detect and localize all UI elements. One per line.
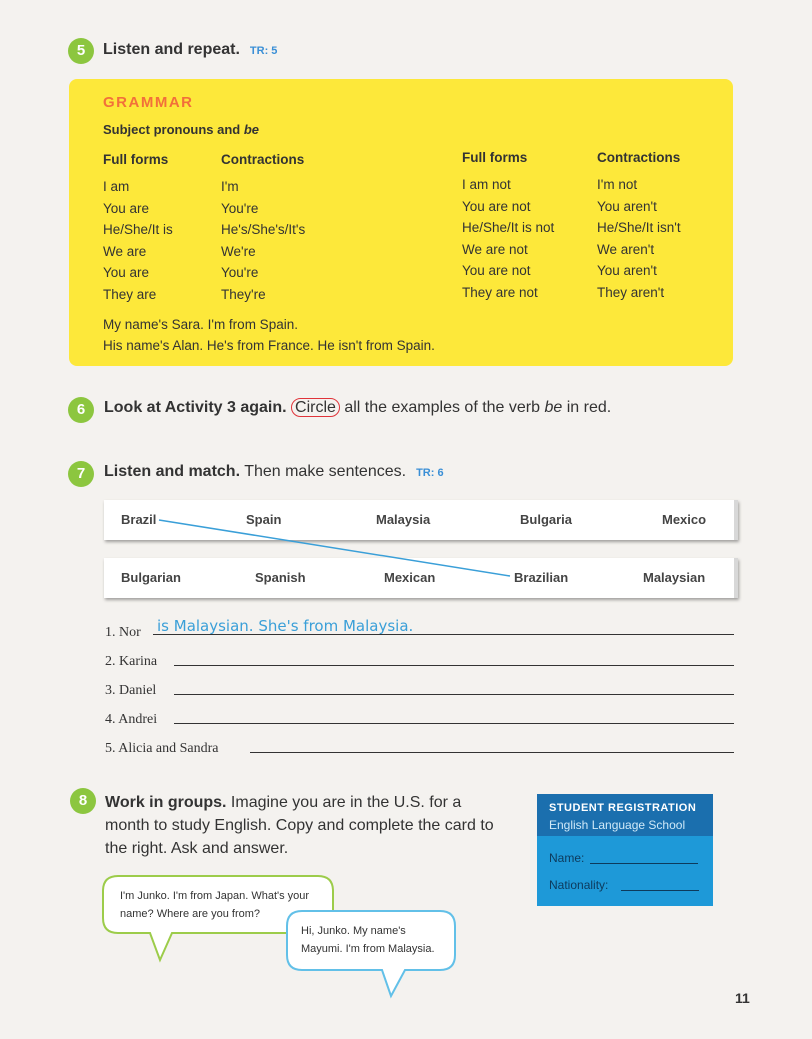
sentence-4: 4. Andrei: [105, 712, 158, 727]
activity-6-title: Look at Activity 3 again.: [104, 399, 287, 416]
nationality-field[interactable]: [621, 890, 699, 891]
circle-word: Circle: [291, 398, 340, 417]
grammar-cell: You aren't: [597, 263, 657, 278]
activity-7-title: Listen and match.: [104, 463, 241, 480]
bubble-line: Hi, Junko. My name's: [301, 925, 406, 937]
grammar-cell: They are not: [462, 284, 538, 300]
name-label: Name:: [549, 851, 585, 865]
grammar-cell: You are not: [462, 263, 531, 278]
nationality-label[interactable]: Malaysian: [643, 570, 706, 585]
activity-7-number: 7: [68, 461, 94, 487]
card-header: [537, 794, 713, 836]
column-header: Full forms: [462, 150, 528, 165]
bubble-2-text: [301, 922, 435, 958]
grammar-example: My name's Sara. I'm from Spain.: [103, 317, 298, 332]
bubble-line: I'm Junko. I'm from Japan. What's your: [120, 890, 310, 902]
sentence-2: 2. Karina: [105, 654, 158, 669]
activity-6-em: be: [544, 399, 563, 416]
country-label[interactable]: Brazil: [121, 512, 157, 527]
grammar-subheading-em: be: [243, 122, 260, 137]
grammar-cell: They're: [221, 286, 266, 302]
column-header: Full forms: [103, 152, 169, 167]
country-label[interactable]: Malaysia: [376, 512, 431, 527]
grammar-cell: I'm not: [597, 177, 638, 192]
grammar-cell: I'm: [221, 179, 239, 194]
card-subtitle: English Language School: [549, 818, 686, 832]
grammar-cell: We are: [103, 243, 147, 259]
nationality-label[interactable]: Brazilian: [514, 570, 569, 585]
sentence-3: 3. Daniel: [105, 683, 157, 698]
card-title: STUDENT REGISTRATION: [549, 802, 697, 814]
column-header: Contractions: [221, 152, 305, 167]
grammar-cell: They aren't: [597, 284, 665, 300]
grammar-example: His name's Alan. He's from France. He isn't from Spain.: [103, 338, 435, 353]
grammar-cell: You are not: [462, 198, 531, 214]
country-label[interactable]: Spain: [246, 512, 282, 527]
name-field[interactable]: [590, 863, 698, 864]
nationality-label[interactable]: Bulgarian: [121, 570, 181, 585]
grammar-cell: We're: [221, 243, 256, 259]
activity-8-title: Work in groups.: [105, 794, 227, 811]
grammar-cell: You are: [103, 265, 150, 280]
sentence-5: 5. Alicia and Sandra: [105, 741, 219, 756]
grammar-cell: You are: [103, 200, 150, 216]
nationality-label: Nationality:: [549, 878, 609, 892]
grammar-cell: We are not: [462, 241, 528, 257]
grammar-cell: We aren't: [597, 241, 655, 257]
grammar-cell: You're: [221, 200, 259, 216]
nationality-label[interactable]: Spanish: [255, 570, 306, 585]
country-label[interactable]: Bulgaria: [520, 512, 573, 527]
grammar-cell: They are: [103, 286, 157, 302]
activity-6-text: all the examples of the verb: [339, 399, 545, 416]
bubble-1-text: [120, 887, 309, 923]
activity-8-number: 8: [70, 788, 96, 814]
grammar-cell: He/She/It is not: [462, 220, 555, 235]
nationality-label[interactable]: Mexican: [384, 570, 436, 585]
track-label: TR: 5: [249, 45, 278, 57]
registration-card: [537, 794, 713, 906]
column-header: Contractions: [597, 150, 681, 165]
activity-5-title: Listen and repeat.: [103, 41, 240, 58]
activity-6-text-end: in red.: [562, 399, 612, 416]
activity-8-line: Imagine you are in the U.S. for a: [226, 794, 462, 811]
grammar-cell: You aren't: [597, 198, 657, 214]
bubble-line: name? Where are you from?: [120, 908, 261, 920]
page-number: 11: [735, 990, 750, 1006]
grammar-cell: He's/She's/It's: [221, 222, 306, 237]
example-answer: is Malaysian. She's from Malaysia.: [157, 617, 414, 635]
grammar-heading: GRAMMAR: [103, 94, 194, 111]
country-label[interactable]: Mexico: [662, 512, 707, 527]
activity-6-number: 6: [68, 397, 94, 423]
bubble-line: Mayumi. I'm from Malaysia.: [301, 943, 435, 955]
grammar-subheading-text: Subject pronouns and: [103, 122, 244, 137]
activity-8-line: month to study English. Copy and complete the card to: [105, 817, 494, 834]
sentence-1: 1. Nor: [105, 625, 141, 640]
grammar-cell: You're: [221, 265, 259, 280]
grammar-cell: He/She/It is: [103, 222, 173, 237]
activity-8-line: the right. Ask and answer.: [105, 840, 289, 857]
activity-5-number: 5: [68, 38, 94, 64]
grammar-cell: I am: [103, 179, 130, 194]
track-label: TR: 6: [416, 467, 444, 479]
grammar-cell: He/She/It isn't: [597, 220, 681, 235]
grammar-cell: I am not: [462, 177, 511, 192]
activity-7-text: Then make sentences.: [240, 463, 407, 480]
